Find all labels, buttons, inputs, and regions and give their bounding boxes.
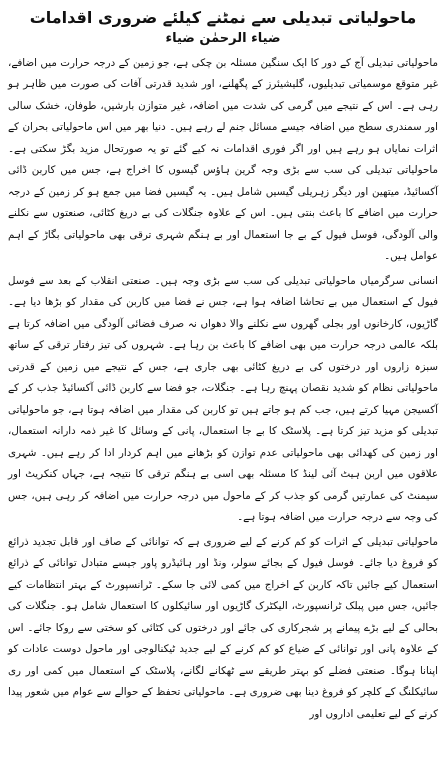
article-title: ماحولیاتی تبدیلی سے نمٹنے کیلئے ضروری اقدامات (29, 8, 417, 27)
paragraph-1: ماحولیاتی تبدیلی آج کے دور کا ایک سنگین مسئلہ بن چکی ہے، جو زمین کے درجہ حرارت میں اضافے، غیر متوقع موسمیاتی تبدیلیوں، گلیشیئرز کے پگھلنے، اور شدید قدرتی آفات کی صورت میں ظاہر ہو رہی ہے۔ اس کے نتیجے میں گرمی کی شدت میں اضافہ، غیر متوازن بارشیں، طوفان، خشک سالی اور سمندری سطح میں اضافہ جیسے مسائل جنم لے رہے ہیں۔ دنیا بھر میں اس ماحولیاتی بحران کے اثرات نمایاں ہو رہے ہیں اور اگر فوری اقدامات نہ کیے گئے تو یہ صورتحال مزید بگڑ سکتی ہے۔ ماحولیاتی تبدیلی کی سب سے بڑی وجہ گرین ہاؤس گیسوں کا اخراج ہے، جس میں کاربن ڈائی آکسائیڈ، میتھین اور دیگر زہریلی گیسیں شامل ہیں۔ یہ گیسیں فضا میں جمع ہو کر زمین کے درجہ حرارت میں اضافے کا باعث بنتی ہیں۔ اس کے علاوہ جنگلات کی بے دریغ کٹائی، صنعتوں سے نکلنے والی آلودگی، فوسل فیول کے بے جا استعمال اور بے ہنگم شہری ترقی بھی ماحولیاتی بگاڑ کے اہم عوامل ہیں۔ (8, 56, 438, 263)
author-name: ضیاء الرحمٰن ضیاء (165, 31, 281, 47)
paragraph-2: انسانی سرگرمیاں ماحولیاتی تبدیلی کی سب سے بڑی وجہ ہیں۔ صنعتی انقلاب کے بعد سے فوسل فیول کے استعمال میں بے تحاشا اضافہ ہوا ہے، جس نے فضا میں کاربن کی مقدار کو بڑھا دیا ہے۔ گاڑیوں، کارخانوں اور بجلی گھروں سے نکلنے والا دھواں نہ صرف فضائی آلودگی میں اضافہ کرتا ہے بلکہ عالمی درجہ حرارت میں بھی اضافے کا باعث بن رہا ہے۔ شہروں کی تیز رفتار ترقی کے ساتھ سبزہ زاروں اور درختوں کی بے دریغ کٹائی بھی جاری ہے، جس کے نتیجے میں زمین کے قدرتی ماحولیاتی نظام کو شدید نقصان پہنچ رہا ہے۔ جنگلات، جو فضا سے کاربن ڈائی آکسائیڈ جذب کر کے آکسیجن مہیا کرتے ہیں، جب کم ہو جاتے ہیں تو کاربن کی مقدار میں اضافہ ہوتا ہے، جو ماحولیاتی تبدیلی کو مزید تیز کرتا ہے۔ پلاسٹک کا بے جا استعمال، پانی کے وسائل کا غیر ذمہ دارانہ استعمال، اور زمین کی کھدائی بھی ماحولیاتی عدم توازن کو بڑھانے میں اہم کردار ادا کر رہے ہیں۔ شہری علاقوں میں اربن ہیٹ آئی لینڈ کا مسئلہ بھی اسی بے ہنگم ترقی کا نتیجہ ہے، جہاں کنکریٹ اور سیمنٹ کی عمارتیں گرمی کو جذب کر کے ماحول میں درجہ حرارت میں اضافہ کر رہی ہیں، جس کی وجہ سے درجہ حرارت میں اضافہ ہوتا ہے۔ (8, 274, 438, 524)
paragraph-3: ماحولیاتی تبدیلی کے اثرات کو کم کرنے کے لیے ضروری ہے کہ توانائی کے صاف اور قابل تجدید ذرائع کو فروغ دیا جائے۔ فوسل فیول کے بجائے سولر، ونڈ اور ہائیڈرو پاور جیسے متبادل توانائی کے ذرائع استعمال کیے جائیں تاکہ کاربن کے اخراج میں کمی لائی جا سکے۔ ٹرانسپورٹ کے بہتر انتظامات کیے جائیں، جس میں پبلک ٹرانسپورٹ، الیکٹرک گاڑیوں اور سائیکلوں کا استعمال شامل ہو۔ جنگلات کی بحالی کے لیے بڑے پیمانے پر شجرکاری کی جائے اور درختوں کی کٹائی کو سختی سے روکا جائے۔ اس کے علاوہ پانی اور توانائی کے ضیاع کو کم کرنے کے لیے جدید ٹیکنالوجی اور ماحول دوست عادات کو اپنانا ہوگا۔ صنعتی فضلے کو بہتر طریقے سے ٹھکانے لگانے، پلاسٹک کے استعمال میں کمی اور ری سائیکلنگ کے کلچر کو فروغ دینا بھی ضروری ہے۔ ماحولیاتی تحفظ کے حوالے سے عوام میں شعور پیدا کرنے کے لیے تعلیمی اداروں اور (8, 535, 438, 720)
